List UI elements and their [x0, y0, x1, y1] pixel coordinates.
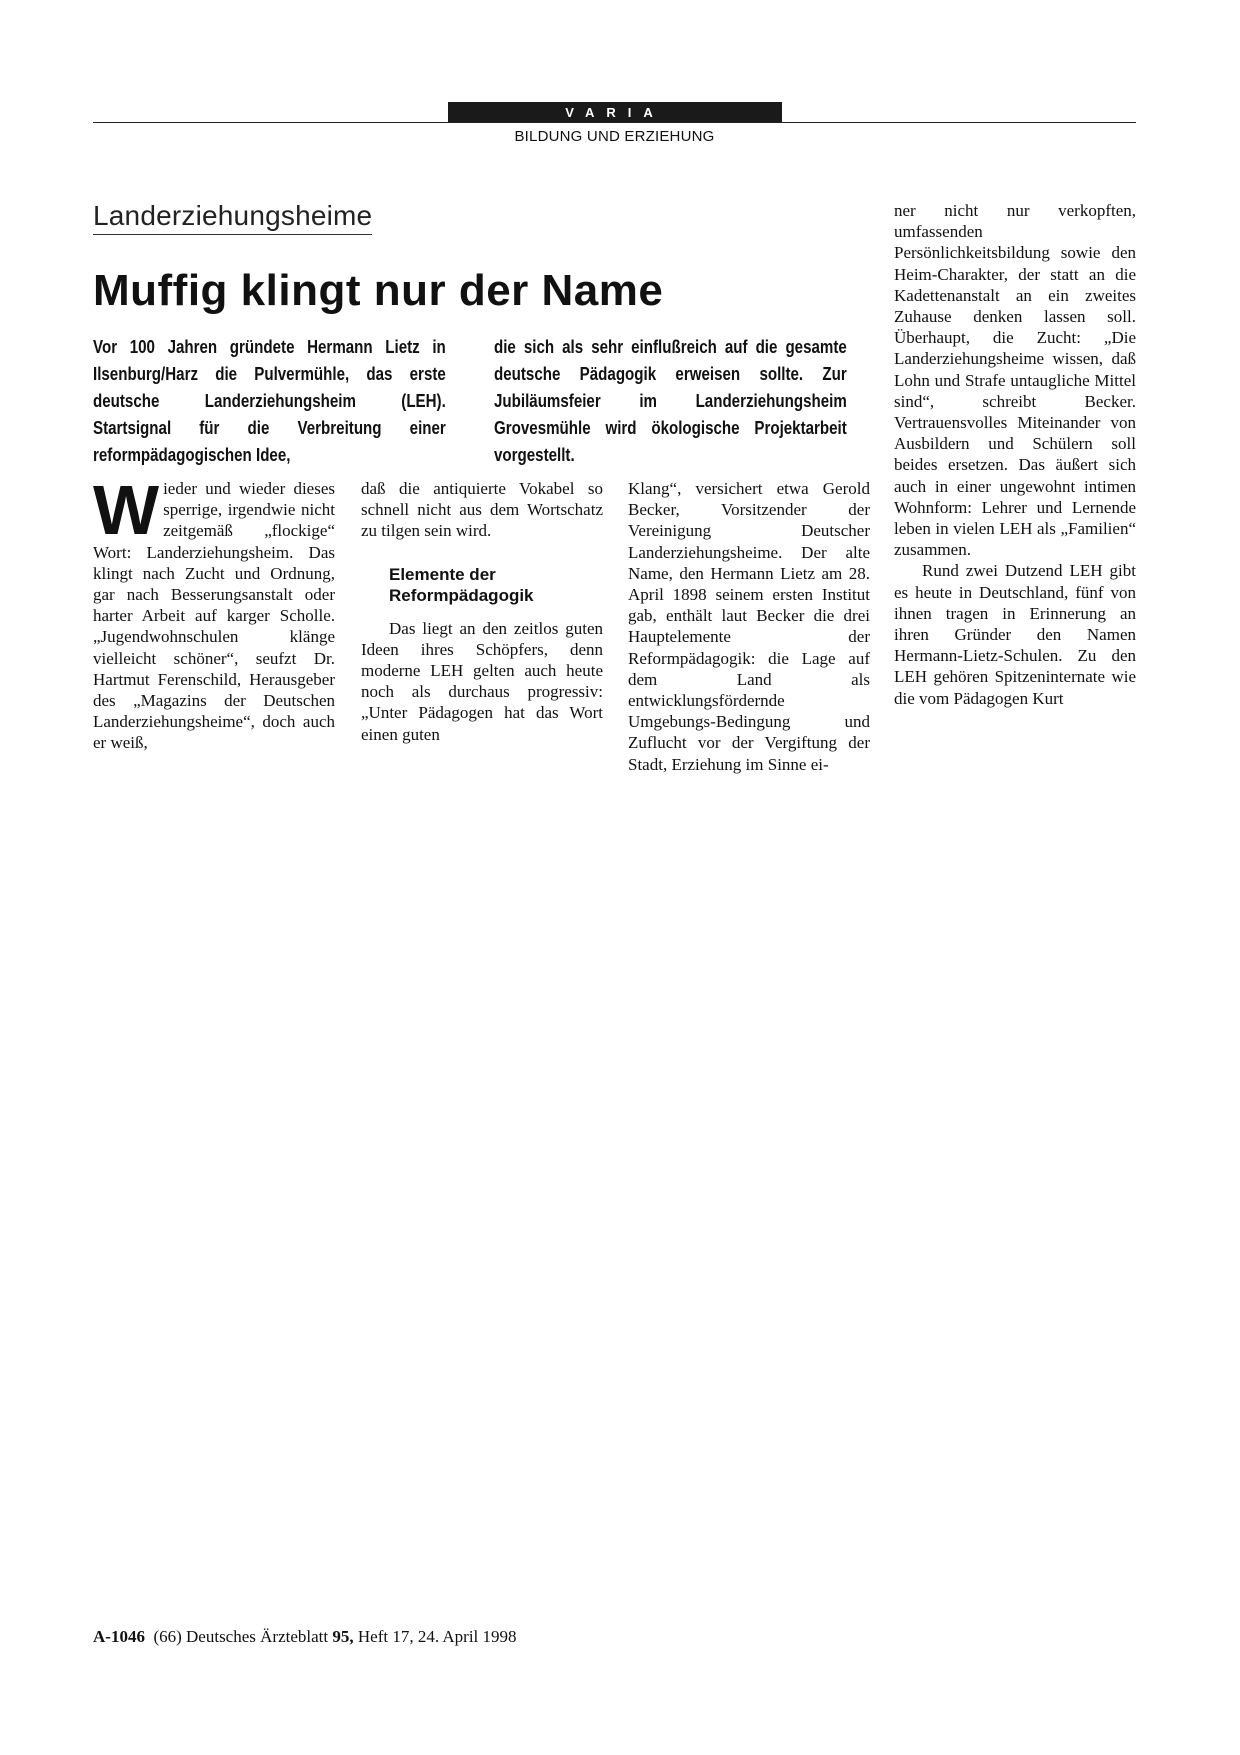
- body-paragraph: daß die antiquierte Vokabel so schnell nicht aus dem Wortschatz zu tilgen sein wird.: [361, 479, 603, 541]
- page-number: A-1046: [93, 1627, 145, 1646]
- body-paragraph: ner nicht nur verkopften, umfassenden Persönlichkeitsbildung sowie den Heim-Charakter, der statt an die Kadettenanstalt an ein zweites Zuhause denken lassen soll. Überhaupt, die Zucht: „Die Landerziehungsheime wissen, daß Lohn und Strafe untaugliche Mittel sind“, schreibt Becker. Vertrauensvolles Miteinander von Ausbildern und Schülern soll beides ersetzen. Das äußert sich auch in einer ungewohnt intimen Wohnform: Lehrer und Lernende leben in vielen LEH als „Familien“ zusammen.: [894, 201, 1136, 560]
- article-subhead: Elemente der Reformpädagogik: [389, 564, 534, 605]
- lead-column-1: Vor 100 Jahren gründete Hermann Lietz in Ilsenburg/Harz die Pulvermühle, das erste deutsche Landerziehungsheim (LEH). Startsignal für die Verbreitung einer reformpädagogischen Idee,: [93, 337, 446, 465]
- rubric-bar: [448, 102, 782, 123]
- article-kicker: Landerziehungsheime: [93, 200, 372, 235]
- header-rule: [93, 122, 1136, 123]
- body-paragraph: Klang“, versichert etwa Gerold Becker, Vorsitzender der Vereinigung Deutscher Landerziehungsheime. Der alte Name, den Hermann Lietz am 28. April 1898 seinem ersten Institut gab, enthält laut Becker die drei Hauptelemente der Reformpädagogik: die Lage auf dem Land als entwicklungsfördernde Umgebungs-Bedingung und Zuflucht vor der Vergiftung der Stadt, Erziehung im Sinne ei-: [628, 479, 870, 774]
- body-column-4: [894, 200, 1136, 709]
- drop-cap: W: [93, 471, 160, 549]
- body-text: ieder und wieder dieses sperrige, irgendwie nicht zeitgemäß „flockige“ Wort: Landerziehungsheim. Das klingt nach Zucht und Ordnung, gar nach Besserungsanstalt oder harter Arbeit auf karger Scholle. „Jugendwohnschulen klänge vielleicht schöner“, seufzt Dr. Hartmut Ferenschild, Herausgeber des „Magazins der Deutschen Landerziehungsheime“, doch auch er weiß,: [93, 479, 335, 753]
- article-headline: Muffig klingt nur der Name: [93, 266, 664, 315]
- body-paragraph: Rund zwei Dutzend LEH gibt es heute in Deutschland, fünf von ihnen tragen in Erinnerung an ihren Gründer den Namen Hermann-Lietz-Schulen. Zu den LEH gehören Spitzeninternate wie die vom Pädagogen Kurt: [894, 561, 1136, 708]
- section-label: BILDUNG UND ERZIEHUNG: [514, 128, 715, 145]
- body-column-2: [361, 478, 603, 745]
- body-paragraph: [93, 471, 335, 754]
- journal-issue: (66) Deutsches Ärzteblatt: [153, 1627, 329, 1646]
- lead-column-2: die sich als sehr einflußreich auf die gesamte deutsche Pädagogik erweisen sollte. Zur Jubiläumsfeier im Landerziehungsheim Grovesmühle wird ökologische Projektarbeit vorgestellt.: [494, 337, 847, 465]
- body-paragraph: Das liegt an den zeitlos guten Ideen ihres Schöpfers, denn moderne LEH gelten auch heute noch als durchaus progressiv: „Unter Pädagogen hat das Wort einen guten: [361, 618, 603, 744]
- journal-volume: 95,: [332, 1627, 354, 1646]
- page-footer: [93, 1627, 517, 1647]
- issue-date: Heft 17, 24. April 1998: [357, 1627, 517, 1646]
- body-column-1: [93, 471, 335, 754]
- body-column-3: [628, 478, 870, 775]
- rubric-label: VARIA: [565, 105, 665, 120]
